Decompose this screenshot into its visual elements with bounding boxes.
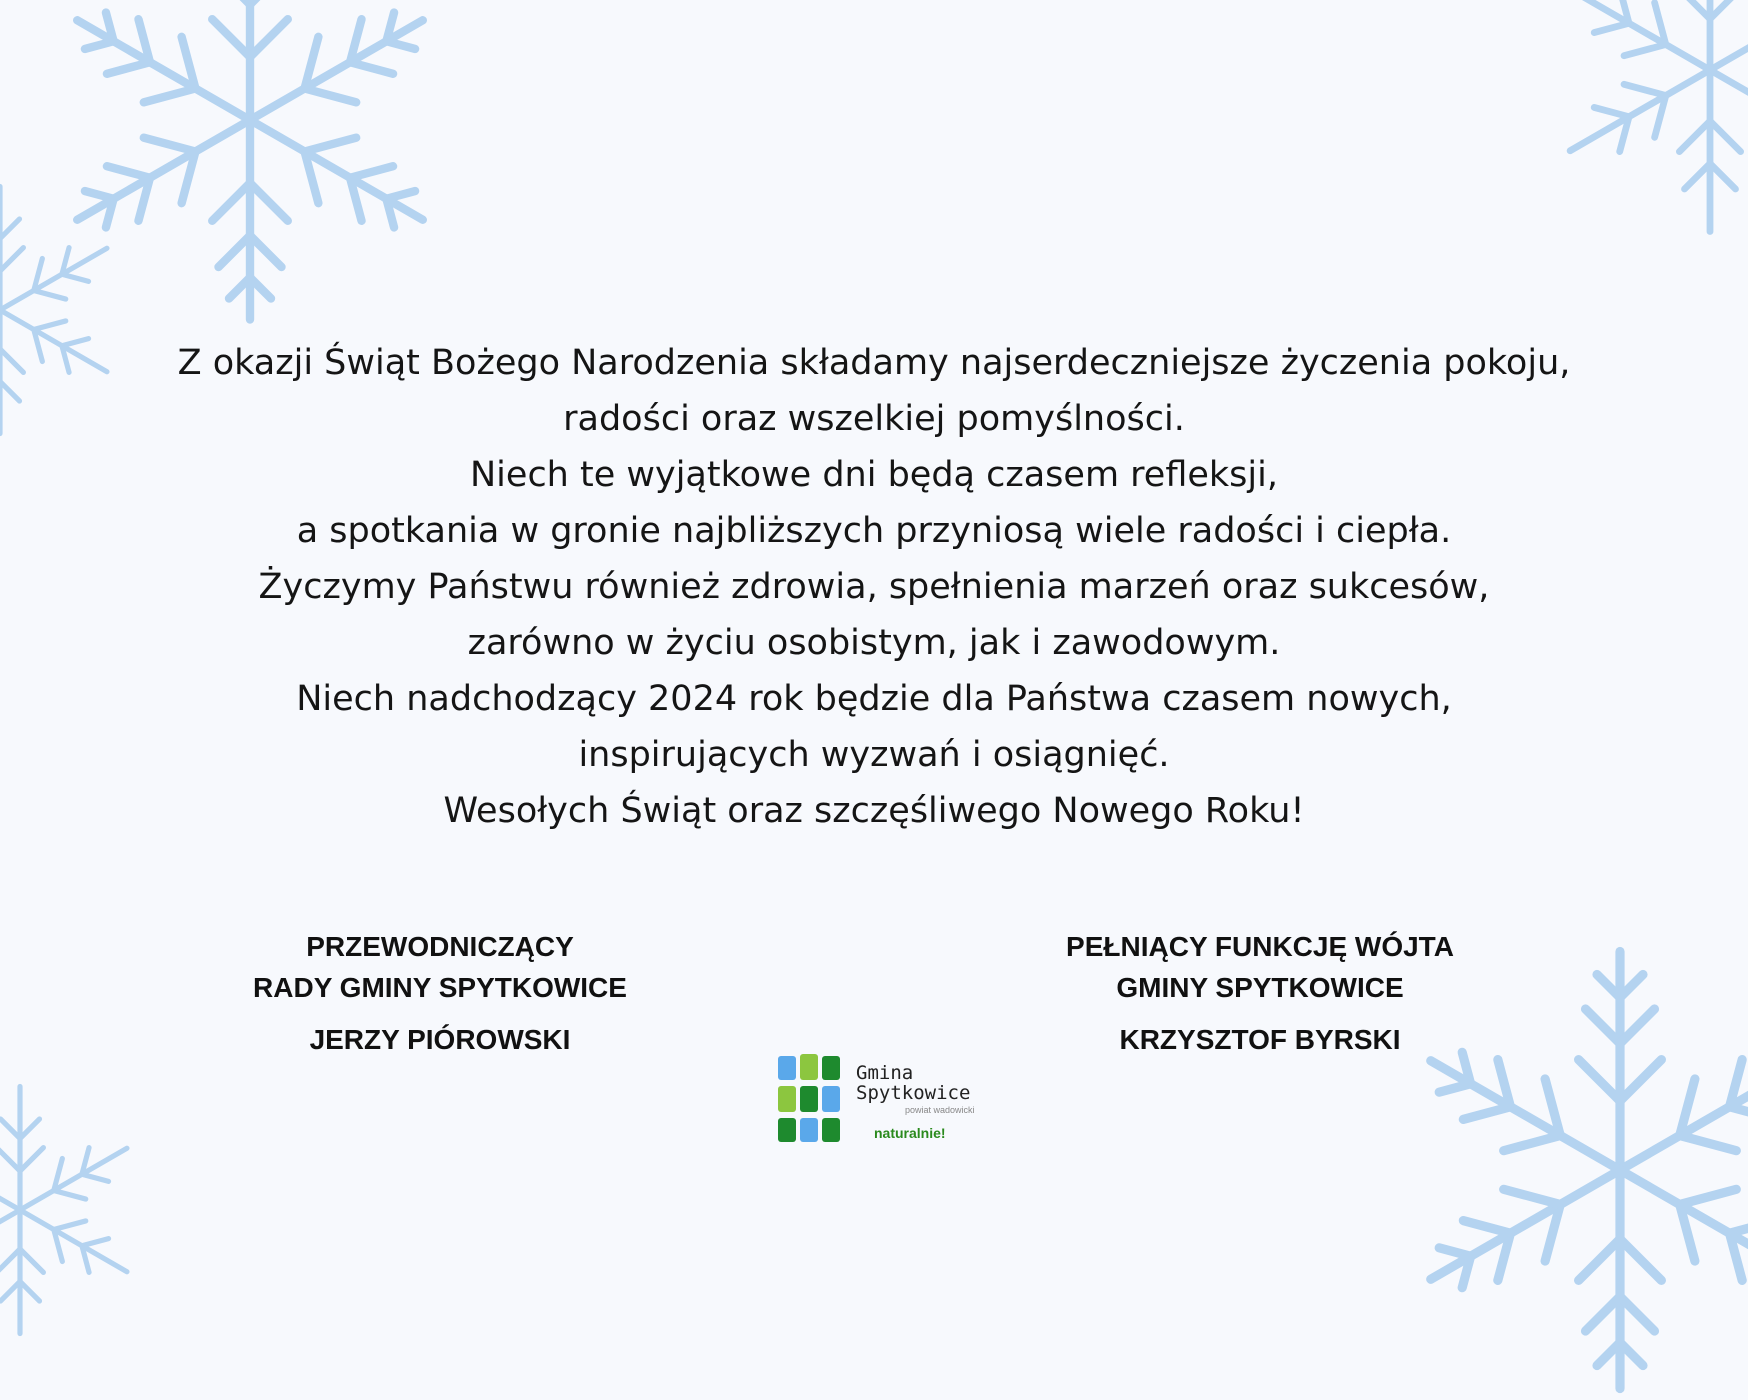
signature-council-chairman <box>210 926 670 1060</box>
signature-title: PEŁNIĄCY FUNKCJĘ WÓJTA <box>1066 931 1454 962</box>
logo-subtitle: powiat wadowicki <box>905 1105 975 1115</box>
signature-title: PRZEWODNICZĄCY <box>306 931 574 962</box>
greeting-line: Wesołych Świąt oraz szczęśliwego Nowego Roku! <box>443 791 1305 831</box>
signature-name: JERZY PIÓROWSKI <box>309 1024 571 1055</box>
greeting-line: Niech te wyjątkowe dni będą czasem refleksji, <box>470 455 1278 495</box>
gmina-spytkowice-logo <box>776 1052 976 1152</box>
greeting-line: zarówno w życiu osobistym, jak i zawodowym. <box>467 623 1281 663</box>
signature-acting-mayor <box>1030 926 1490 1060</box>
snowflake-icon <box>1540 0 1748 240</box>
greeting-line: Z okazji Świąt Bożego Narodzenia składamy najserdeczniejsze życzenia pokoju, <box>177 343 1571 383</box>
logo-text: Gmina <box>856 1062 914 1084</box>
signature-name: KRZYSZTOF BYRSKI <box>1119 1024 1401 1055</box>
snowflake-icon <box>0 1080 150 1340</box>
logo-mark-icon <box>776 1052 844 1148</box>
greeting-line: radości oraz wszelkiej pomyślności. <box>563 399 1185 439</box>
signature-title: GMINY SPYTKOWICE <box>1116 972 1404 1003</box>
greeting-line: inspirujących wyzwań i osiągnięć. <box>578 735 1170 775</box>
greeting-line: Niech nadchodzący 2024 rok będzie dla Państwa czasem nowych, <box>296 679 1452 719</box>
greeting-line: a spotkania w gronie najbliższych przyniosą wiele radości i ciepła. <box>296 511 1452 551</box>
logo-tagline: naturalnie! <box>874 1125 946 1141</box>
greeting-text <box>60 335 1688 839</box>
logo-text: Spytkowice <box>856 1082 971 1104</box>
signature-title: RADY GMINY SPYTKOWICE <box>253 972 627 1003</box>
greeting-line: Życzymy Państwu również zdrowia, spełnienia marzeń oraz sukcesów, <box>258 567 1490 607</box>
